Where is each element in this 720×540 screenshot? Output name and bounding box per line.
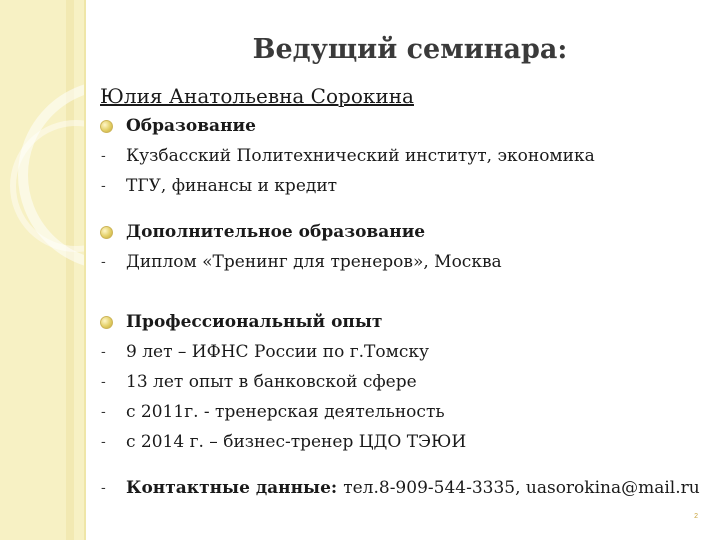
- dash-icon: -: [101, 148, 106, 164]
- list-item: [100, 430, 466, 454]
- page-number: 2: [694, 513, 698, 520]
- contacts-value: тел.8-909-544-3335, uasorokina@mail.ru: [343, 478, 700, 498]
- presenter-name: Юлия Анатольевна Сорокина: [100, 84, 414, 108]
- list-item-text: Диплом «Тренинг для тренеров», Москва: [126, 252, 502, 272]
- section-education-header: [100, 114, 256, 138]
- list-item-text: с 2011г. - тренерская деятельность: [126, 402, 445, 422]
- dash-icon: -: [101, 374, 106, 390]
- dash-icon: -: [101, 344, 106, 360]
- dash-icon: -: [101, 404, 106, 420]
- decorative-band: [0, 0, 84, 540]
- section-header: Образование: [126, 116, 256, 136]
- list-item: [100, 250, 502, 274]
- list-item-text: Кузбасский Политехнический институт, экономика: [126, 146, 595, 166]
- list-item-text: ТГУ, финансы и кредит: [126, 176, 338, 196]
- contacts-row: [100, 476, 700, 500]
- dash-icon: -: [101, 480, 106, 496]
- slide-title: Ведущий семинара:: [252, 34, 568, 65]
- list-item: [100, 400, 445, 424]
- list-item: [100, 340, 429, 364]
- yellow-dot-icon: [100, 120, 113, 133]
- section-header: Профессиональный опыт: [126, 312, 383, 332]
- list-item: [100, 174, 337, 198]
- section-extra-education-header: [100, 220, 425, 244]
- contacts-label: Контактные данные:: [126, 478, 338, 498]
- list-item-text: с 2014 г. – бизнес-тренер ЦДО ТЭЮИ: [126, 432, 467, 452]
- decorative-circle-inner: [10, 120, 84, 252]
- list-item-text: 9 лет – ИФНС России по г.Томску: [126, 342, 429, 362]
- yellow-dot-icon: [100, 226, 113, 239]
- list-item-text: 13 лет опыт в банковской сфере: [126, 372, 417, 392]
- dash-icon: -: [101, 434, 106, 450]
- list-item: [100, 144, 595, 168]
- band-edge: [84, 0, 86, 540]
- band-stripe: [66, 0, 74, 540]
- section-header: Дополнительное образование: [126, 222, 426, 242]
- section-experience-header: [100, 310, 382, 334]
- yellow-dot-icon: [100, 316, 113, 329]
- dash-icon: -: [101, 254, 106, 270]
- list-item: [100, 370, 417, 394]
- dash-icon: -: [101, 178, 106, 194]
